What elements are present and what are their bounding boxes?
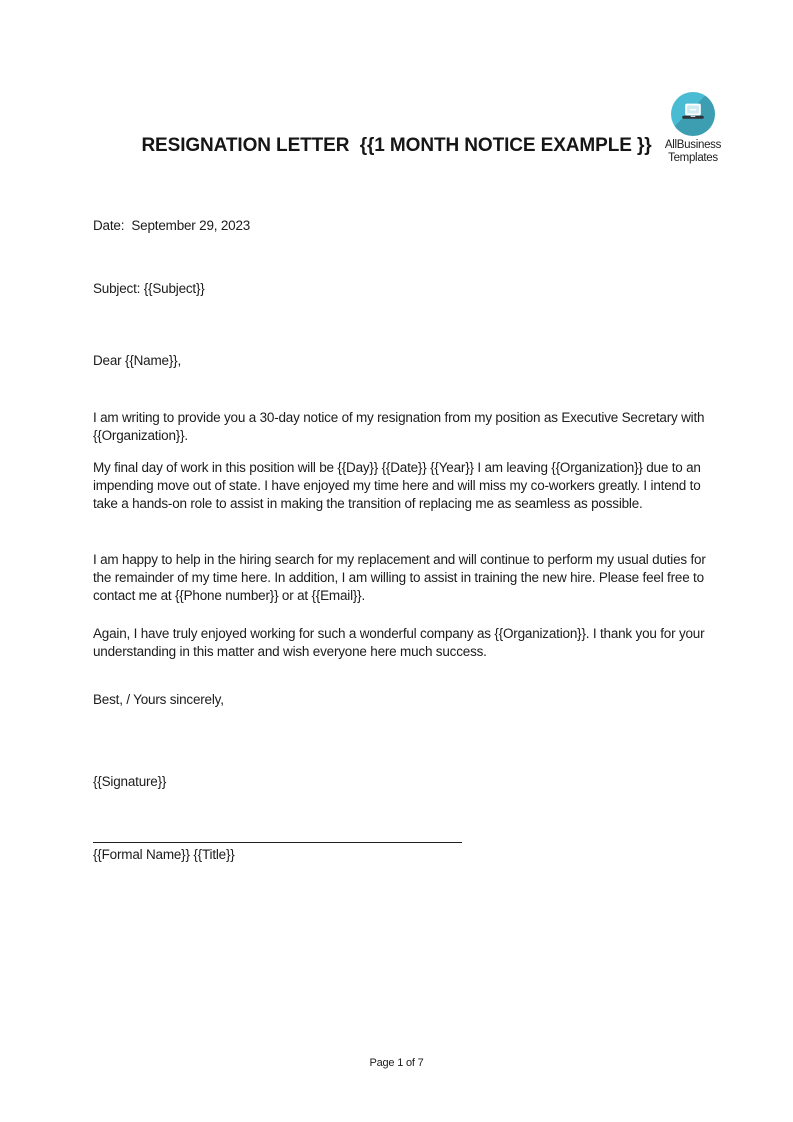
logo-text-line2: Templates bbox=[668, 152, 718, 164]
document-title: RESIGNATION LETTER {{1 MONTH NOTICE EXAMPLE }} bbox=[141, 135, 652, 156]
allbusiness-templates-logo bbox=[658, 92, 728, 165]
page-number: Page 1 of 7 bbox=[369, 1057, 424, 1069]
logo-text-line1: AllBusiness bbox=[664, 139, 722, 151]
body-paragraph-4: Again, I have truly enjoyed working for such a wonderful company as {{Organization}}. I thank you for your understanding in this matter and wish everyone here much success. bbox=[93, 626, 708, 659]
salutation: Dear {{Name}}, bbox=[93, 353, 182, 368]
body-paragraph-3: I am happy to help in the hiring search for my replacement and will continue to perform my usual duties for the remainder of my time here. In addition, I am willing to assist in training the new hire. Please feel free to contact me at {{Phone number}} or at {{Email}}. bbox=[93, 552, 710, 603]
signature-placeholder: {{Signature}} bbox=[93, 774, 167, 789]
formal-name-line: {{Formal Name}} {{Title}} bbox=[93, 847, 235, 862]
laptop-icon bbox=[671, 92, 715, 136]
date-line: Date: September 29, 2023 bbox=[93, 218, 251, 233]
body-paragraph-1: I am writing to provide you a 30-day notice of my resignation from my position as Executive Secretary with {{Organization}}. bbox=[93, 410, 708, 443]
closing-line: Best, / Yours sincerely, bbox=[93, 692, 224, 707]
body-paragraph-2: My final day of work in this position will be {{Day}} {{Date}} {{Year}} I am leaving {{Organization}} due to an impending move out of state. I have enjoyed my time here and will miss my co-workers greatly. I intend to take a hands-on role to assist in making the transition of replacing me as seamless as possible. bbox=[93, 460, 705, 511]
logo-wordmark bbox=[658, 139, 728, 165]
signature-rule bbox=[93, 842, 462, 843]
subject-line: Subject: {{Subject}} bbox=[93, 281, 205, 296]
